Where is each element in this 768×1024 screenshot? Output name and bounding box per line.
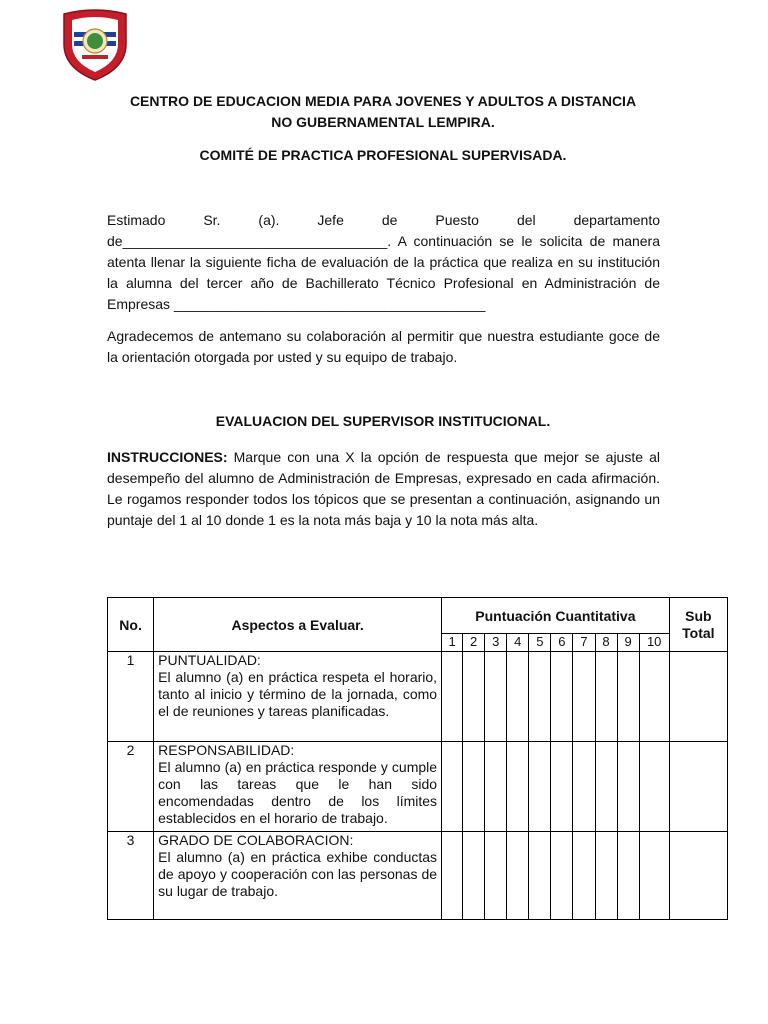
score-cell[interactable] <box>639 742 669 832</box>
score-cell[interactable] <box>595 742 617 832</box>
row-number: 2 <box>108 742 154 832</box>
score-cell[interactable] <box>551 742 573 832</box>
score-header-2: 2 <box>463 634 485 652</box>
school-crest-logo <box>60 8 130 82</box>
score-cell[interactable] <box>442 832 463 920</box>
header-subtotal-line2: Total <box>682 624 715 641</box>
score-cell[interactable] <box>573 652 595 742</box>
score-cell[interactable] <box>485 652 507 742</box>
aspect-text: El alumno (a) en práctica exhibe conductas de apoyo y cooperación con las personas de su lugar de trabajo. <box>158 849 438 899</box>
row-number: 1 <box>108 652 154 742</box>
score-cell[interactable] <box>639 652 669 742</box>
subtotal-cell[interactable] <box>669 832 727 920</box>
score-cell[interactable] <box>617 652 639 742</box>
header-subtotal-line1: Sub <box>685 607 712 624</box>
score-header-8: 8 <box>595 634 617 652</box>
score-cell[interactable] <box>639 832 669 920</box>
score-header-7: 7 <box>573 634 595 652</box>
letter-paragraph-1: Estimado Sr. (a). Jefe de Puesto del departamento de__________________________________. A continuación se le solicita de manera atenta llenar la siguiente ficha de evaluación de la práctica que realiza en su institución la alumna del tercer año de Bachillerato Técnico Profesional en Administración de Empresas ________________________________________ <box>107 212 660 312</box>
score-cell[interactable] <box>551 832 573 920</box>
score-header-4: 4 <box>507 634 529 652</box>
score-header-5: 5 <box>529 634 551 652</box>
instructions-label: INSTRUCCIONES: <box>107 449 228 465</box>
aspect-text: El alumno (a) en práctica respeta el horario, tanto al inicio y término de la jornada, como el de reuniones y tareas planificadas. <box>158 669 438 719</box>
table-row <box>108 652 728 742</box>
score-header-10: 10 <box>639 634 669 652</box>
aspect-title: PUNTUALIDAD: <box>158 652 261 668</box>
score-cell[interactable] <box>595 832 617 920</box>
subtotal-cell[interactable] <box>669 742 727 832</box>
table-row <box>108 742 728 832</box>
letter-paragraph-2: Agradecemos de antemano su colaboración al permitir que nuestra estudiante goce de la orientación otorgada por usted y su equipo de trabajo. <box>107 328 660 365</box>
score-cell[interactable] <box>529 652 551 742</box>
score-cell[interactable] <box>485 832 507 920</box>
aspect-cell <box>154 832 442 920</box>
instructions-paragraph <box>107 447 660 531</box>
score-cell[interactable] <box>485 742 507 832</box>
aspect-title: GRADO DE COLABORACION: <box>158 832 354 848</box>
aspect-cell <box>154 652 442 742</box>
committee-subtitle: COMITÉ DE PRACTICA PROFESIONAL SUPERVISADA. <box>199 147 567 163</box>
institution-title-line1: CENTRO DE EDUCACION MEDIA PARA JOVENES Y ADULTOS A DISTANCIA <box>129 93 637 109</box>
score-cell[interactable] <box>617 832 639 920</box>
aspect-text: El alumno (a) en práctica responde y cumple con las tareas que le han sido encomendadas dentro de los límites establecidos en el horario de trabajo. <box>158 759 438 826</box>
subtotal-cell[interactable] <box>669 652 727 742</box>
score-header-3: 3 <box>485 634 507 652</box>
score-cell[interactable] <box>573 832 595 920</box>
institution-title-line2: NO GUBERNAMENTAL LEMPIRA. <box>271 114 495 130</box>
score-cell[interactable] <box>463 742 485 832</box>
aspect-cell <box>154 742 442 832</box>
score-cell[interactable] <box>573 742 595 832</box>
header-aspects: Aspectos a Evaluar. <box>154 598 442 652</box>
header-score: Puntuación Cuantitativa <box>442 598 670 634</box>
institution-title <box>100 91 666 133</box>
score-cell[interactable] <box>529 742 551 832</box>
score-cell[interactable] <box>617 742 639 832</box>
header-no: No. <box>108 598 154 652</box>
score-cell[interactable] <box>507 652 529 742</box>
section-title: EVALUACION DEL SUPERVISOR INSTITUCIONAL. <box>215 413 551 429</box>
score-cell[interactable] <box>463 652 485 742</box>
instructions-text: Marque con una X la opción de respuesta que mejor se ajuste al desempeño del alumno de Administración de Empresas, expresado en cada afirmación. Le rogamos responder todos los tópicos que se presentan a continuación, asignando un puntaje del 1 al 10 donde 1 es la nota más baja y 10 la nota más alta. <box>107 449 660 528</box>
header-subtotal <box>669 598 727 652</box>
row-number: 3 <box>108 832 154 920</box>
score-cell[interactable] <box>442 652 463 742</box>
score-header-6: 6 <box>551 634 573 652</box>
score-cell[interactable] <box>442 742 463 832</box>
score-cell[interactable] <box>507 742 529 832</box>
evaluation-table <box>107 597 728 920</box>
score-cell[interactable] <box>463 832 485 920</box>
aspect-title: RESPONSABILIDAD: <box>158 742 295 758</box>
table-row <box>108 832 728 920</box>
score-header-9: 9 <box>617 634 639 652</box>
score-cell[interactable] <box>595 652 617 742</box>
score-cell[interactable] <box>507 832 529 920</box>
score-header-1: 1 <box>442 634 463 652</box>
score-cell[interactable] <box>551 652 573 742</box>
score-cell[interactable] <box>529 832 551 920</box>
